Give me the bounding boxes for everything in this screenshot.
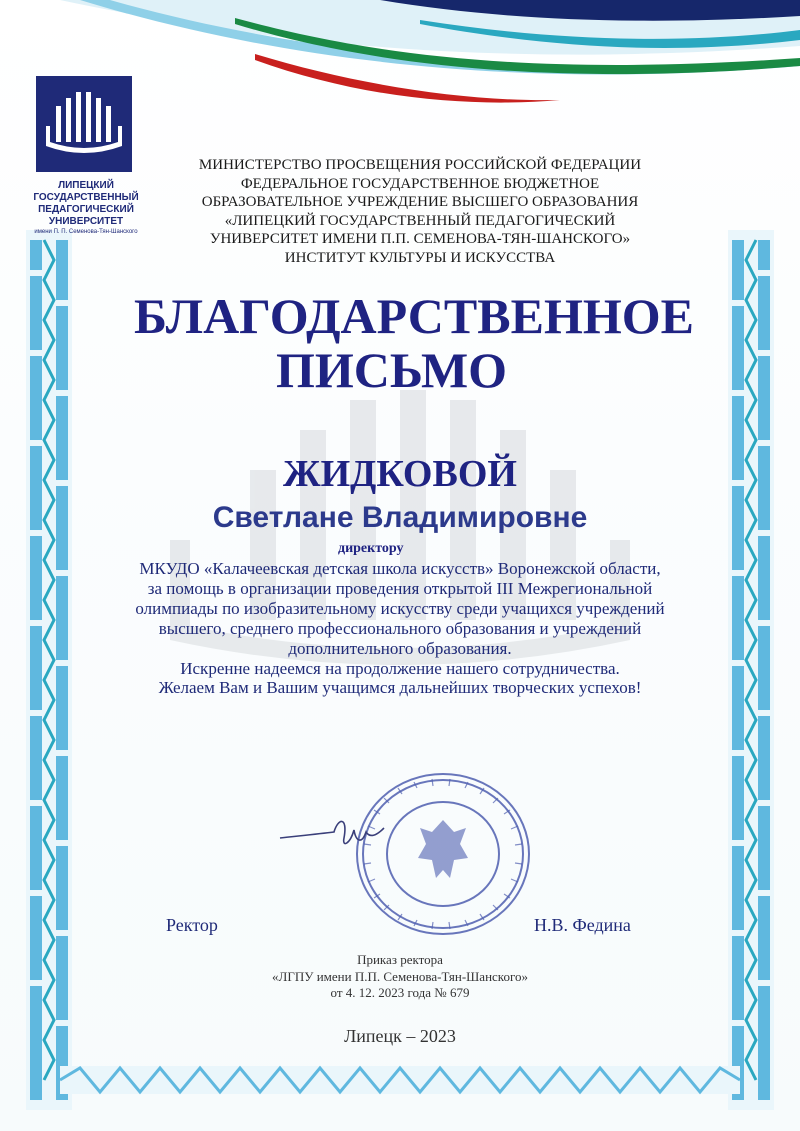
body-line: МКУДО «Калачеевская детская школа искусств» Воронежской области,	[139, 559, 661, 578]
body-line: Желаем Вам и Вашим учащимся дальнейших творческих успехов!	[158, 678, 642, 698]
header-line: ИНСТИТУТ КУЛЬТУРЫ И ИСКУССТВА	[284, 249, 556, 266]
document-title-line-1: БЛАГОДАРСТВЕННОЕ	[134, 288, 694, 344]
logo-subtitle: имени П. П. Семенова-Тян-Шанского	[34, 229, 138, 235]
rector-name: Н.В. Федина	[534, 915, 631, 935]
university-logo-text	[20, 180, 152, 237]
city-year: Липецк – 2023	[344, 1026, 456, 1046]
rector-label: Ректор	[166, 915, 218, 935]
header-line: ОБРАЗОВАТЕЛЬНОЕ УЧРЕЖДЕНИЕ ВЫСШЕГО ОБРАЗОВАНИЯ	[201, 194, 639, 210]
letter-body	[100, 559, 700, 698]
header-line: «ЛИПЕЦКИЙ ГОСУДАРСТВЕННЫЙ ПЕДАГОГИЧЕСКИЙ	[224, 212, 616, 229]
body-line: высшего, среднего профессионального образования и учреждений	[158, 618, 642, 638]
logo-name-line: ГОСУДАРСТВЕННЫЙ	[33, 192, 139, 203]
header-line: УНИВЕРСИТЕТ ИМЕНИ П.П. СЕМЕНОВА-ТЯН-ШАНСКОГО»	[209, 231, 631, 247]
order-line: от 4. 12. 2023 года № 679	[330, 985, 470, 1000]
body-line: дополнительного образования.	[288, 638, 512, 658]
logo-name-line: ПЕДАГОГИЧЕСКИЙ	[38, 204, 134, 215]
institution-header	[150, 156, 690, 267]
logo-name-line: ЛИПЕЦКИЙ	[58, 180, 114, 191]
body-line: олимпиады по изобразительному искусству среди учащихся учреждений	[135, 598, 665, 618]
body-line: за помощь в организации проведения открытой III Межрегиональной	[147, 578, 653, 598]
university-logo-icon	[36, 76, 132, 172]
right-border-ornament	[728, 230, 774, 1110]
left-border-ornament	[26, 230, 72, 1110]
handwritten-signature-icon	[278, 808, 388, 858]
university-logo	[36, 76, 132, 172]
body-line: Искренне надеемся на продолжение нашего сотрудничества.	[180, 658, 620, 678]
logo-name-line: УНИВЕРСИТЕТ	[48, 216, 124, 227]
order-line: Приказ ректора	[357, 952, 443, 967]
recipient-position: директору	[338, 541, 404, 556]
recipient-given-names: Светлане Владимировне	[212, 501, 588, 534]
order-reference	[250, 952, 550, 1002]
bottom-border-ornament	[60, 1060, 740, 1100]
recipient-surname: ЖИДКОВОЙ	[283, 453, 517, 495]
header-line: МИНИСТЕРСТВО ПРОСВЕЩЕНИЯ РОССИЙСКОЙ ФЕДЕРАЦИИ	[198, 157, 642, 173]
header-line: ФЕДЕРАЛЬНОЕ ГОСУДАРСТВЕННОЕ БЮДЖЕТНОЕ	[240, 175, 600, 192]
document-title-line-2: ПИСЬМО	[276, 342, 508, 398]
order-line: «ЛГПУ имени П.П. Семенова-Тян-Шанского»	[272, 968, 528, 984]
